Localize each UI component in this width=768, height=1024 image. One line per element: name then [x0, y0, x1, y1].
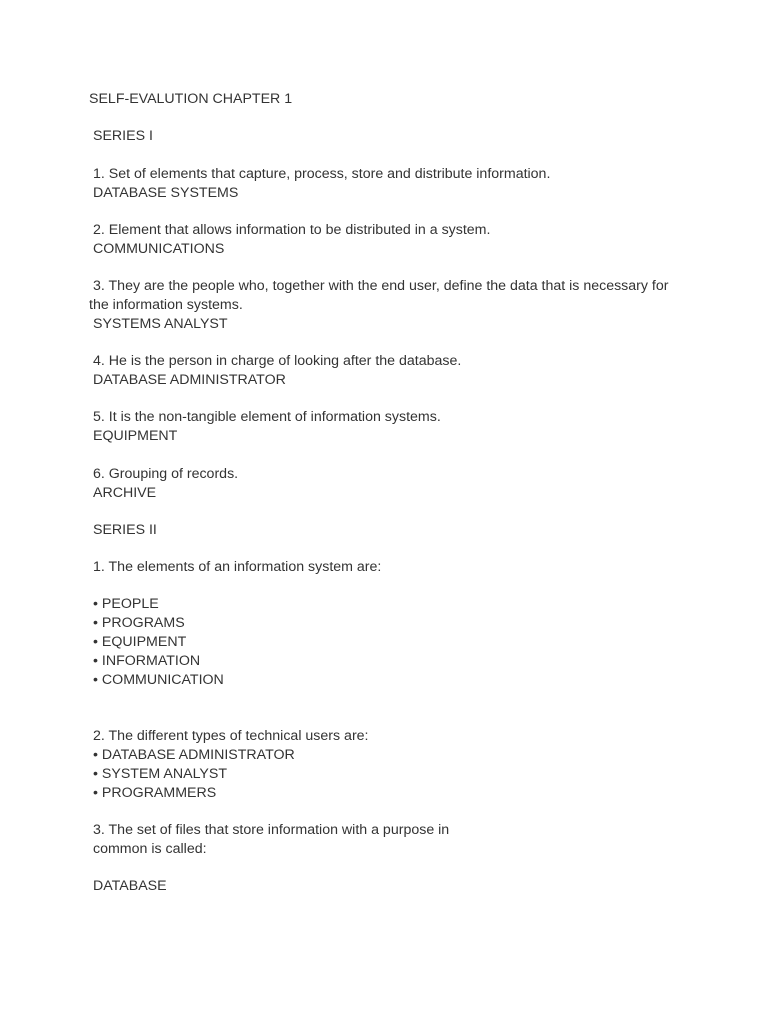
- series-1-answer-3: SYSTEMS ANALYST: [93, 316, 228, 332]
- series-1-answer-2: COMMUNICATIONS: [93, 241, 225, 257]
- series-1-heading: SERIES I: [93, 128, 153, 144]
- series-2-answer-3: DATABASE: [93, 878, 167, 894]
- list-item: • COMMUNICATION: [93, 672, 224, 688]
- list-item: • SYSTEM ANALYST: [93, 766, 228, 782]
- series-1-question-4: 4. He is the person in charge of looking after the database.: [93, 353, 462, 369]
- series-2-question-1: 1. The elements of an information system are:: [93, 559, 382, 575]
- series-1-answer-4: DATABASE ADMINISTRATOR: [93, 372, 286, 388]
- series-2-question-3-line-1: 3. The set of files that store information with a purpose in: [93, 822, 450, 838]
- list-item: • PEOPLE: [93, 596, 159, 612]
- series-1-answer-5: EQUIPMENT: [93, 428, 178, 444]
- list-item: • PROGRAMMERS: [93, 785, 217, 801]
- series-1-answer-6: ARCHIVE: [93, 485, 157, 501]
- series-1-question-3-line-1: 3. They are the people who, together with the end user, define the data that is necessary for: [93, 278, 669, 294]
- series-2-heading: SERIES II: [93, 522, 157, 538]
- list-item: • PROGRAMS: [93, 615, 185, 631]
- series-1-question-5: 5. It is the non-tangible element of information systems.: [93, 409, 441, 425]
- list-item: • EQUIPMENT: [93, 634, 187, 650]
- document-title: SELF-EVALUTION CHAPTER 1: [89, 91, 293, 107]
- series-1-question-6: 6. Grouping of records.: [93, 466, 239, 482]
- series-1-answer-1: DATABASE SYSTEMS: [93, 185, 239, 201]
- series-1-question-3-line-2: the information systems.: [89, 297, 243, 313]
- list-item: • INFORMATION: [93, 653, 201, 669]
- series-2-question-2: 2. The different types of technical users are:: [93, 728, 369, 744]
- series-1-question-1: 1. Set of elements that capture, process, store and distribute information.: [93, 166, 551, 182]
- series-2-question-3-line-2: common is called:: [93, 841, 207, 857]
- list-item: • DATABASE ADMINISTRATOR: [93, 747, 295, 763]
- series-1-question-2: 2. Element that allows information to be distributed in a system.: [93, 222, 491, 238]
